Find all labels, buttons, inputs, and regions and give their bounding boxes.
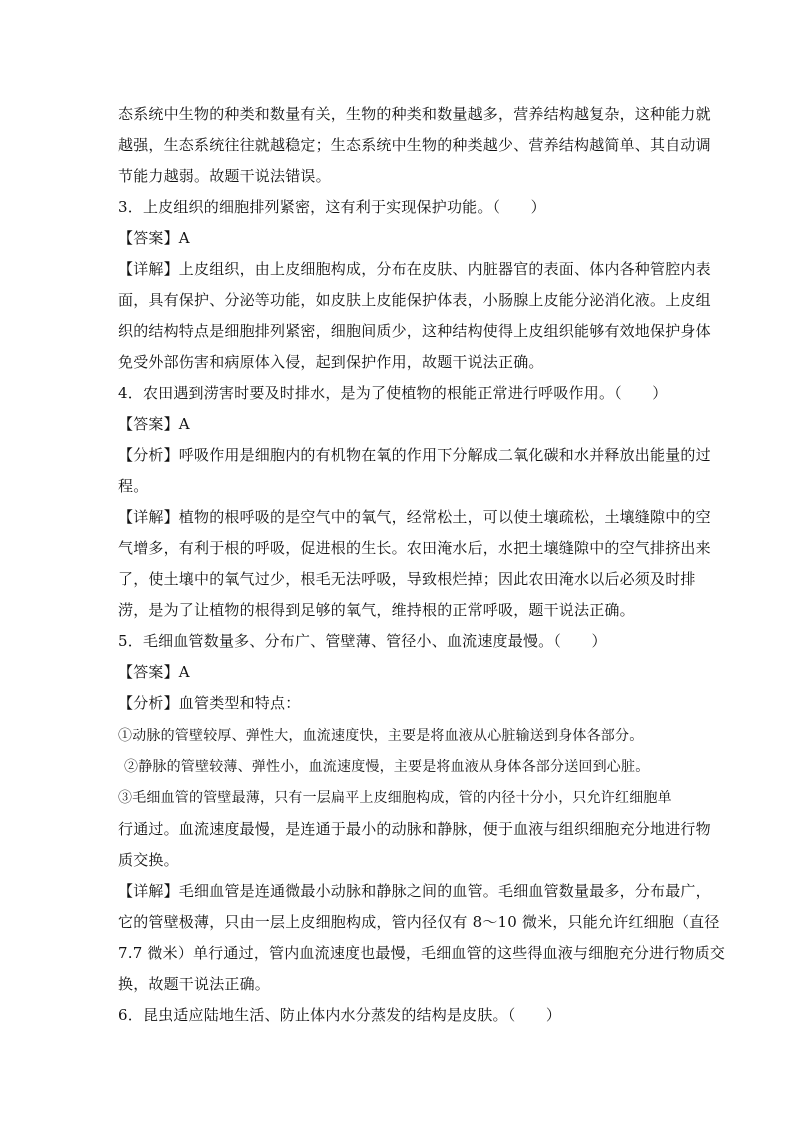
explanation-line: 7.7 微米）单行通过，管内血流速度也最慢，毛细血管的这些得血液与细胞充分进行物质交 <box>118 944 726 962</box>
list-item: ①动脉的管壁较厚、弹性大，血流速度快，主要是将血液从心脏输送到身体各部分。 <box>118 728 644 744</box>
explanation-line: 它的管壁极薄，只由一层上皮细胞构成，管内径仅有 8～10 微米，只能允许红细胞（直径 <box>118 913 720 931</box>
explanation-line: 【详解】上皮组织，由上皮细胞构成，分布在皮肤、内脏器官的表面、体内各种管腔内表 <box>118 260 711 278</box>
text-line: 越强，生态系统往往就越稳定；生态系统中生物的种类越少、营养结构越简单、其自动调 <box>118 136 711 154</box>
explanation-line: 【详解】毛细血管是连通微最小动脉和静脉之间的血管。毛细血管数量最多，分布最广， <box>118 882 711 900</box>
explanation-line: 换，故题干说法正确。 <box>118 975 271 993</box>
answer-label: 【答案】A <box>118 229 190 247</box>
analysis-line: 程。 <box>118 477 149 495</box>
text-line: 节能力越弱。故题干说法错误。 <box>118 167 331 185</box>
explanation-line: 面，具有保护、分泌等功能，如皮肤上皮能保护体表，小肠腺上皮能分泌消化液。上皮组 <box>118 291 711 309</box>
question-3: 3．上皮组织的细胞排列紧密，这有利于实现保护功能。（ ） <box>118 198 546 216</box>
analysis-line: 【分析】血管类型和特点： <box>118 694 301 712</box>
text-line: 态系统中生物的种类和数量有关，生物的种类和数量越多，营养结构越复杂，这种能力就 <box>118 105 711 123</box>
question-5: 5．毛细血管数量多、分布广、管壁薄、管径小、血流速度最慢。（ ） <box>118 632 607 650</box>
analysis-line: 行通过。血流速度最慢，是连通于最小的动脉和静脉，便于血液与组织细胞充分地进行物 <box>118 820 711 838</box>
explanation-line: 涝，是为了让植物的根得到足够的氧气，维持根的正常呼吸，题干说法正确。 <box>118 601 635 619</box>
explanation-line: 了，使土壤中的氧气过少，根毛无法呼吸，导致根烂掉；因此农田淹水以后必须及时排 <box>118 570 696 588</box>
answer-label: 【答案】A <box>118 415 190 433</box>
explanation-line: 气增多，有利于根的呼吸，促进根的生长。农田淹水后，水把土壤缝隙中的空气排挤出来 <box>118 539 711 557</box>
list-item: ③毛细血管的管壁最薄，只有一层扁平上皮细胞构成，管的内径十分小，只允许红细胞单 <box>118 790 672 806</box>
explanation-line: 织的结构特点是细胞排列紧密，细胞间质少，这种结构使得上皮组织能够有效地保护身体 <box>118 322 711 340</box>
explanation-line: 免受外部伤害和病原体入侵，起到保护作用，故题干说法正确。 <box>118 353 544 371</box>
list-item: ②静脉的管壁较薄、弹性小，血流速度慢，主要是将血液从身体各部分送回到心脏。 <box>124 759 650 775</box>
analysis-line: 质交换。 <box>118 851 179 869</box>
explanation-line: 【详解】植物的根呼吸的是空气中的氧气，经常松土，可以使土壤疏松，土壤缝隙中的空 <box>118 508 711 526</box>
question-4: 4．农田遇到涝害时要及时排水，是为了使植物的根能正常进行呼吸作用。（ ） <box>118 384 668 402</box>
answer-label: 【答案】A <box>118 663 190 681</box>
question-6: 6．昆虫适应陆地生活、防止体内水分蒸发的结构是皮肤。（ ） <box>118 1006 562 1024</box>
analysis-line: 【分析】呼吸作用是细胞内的有机物在氧的作用下分解成二氧化碳和水并释放出能量的过 <box>118 446 711 464</box>
